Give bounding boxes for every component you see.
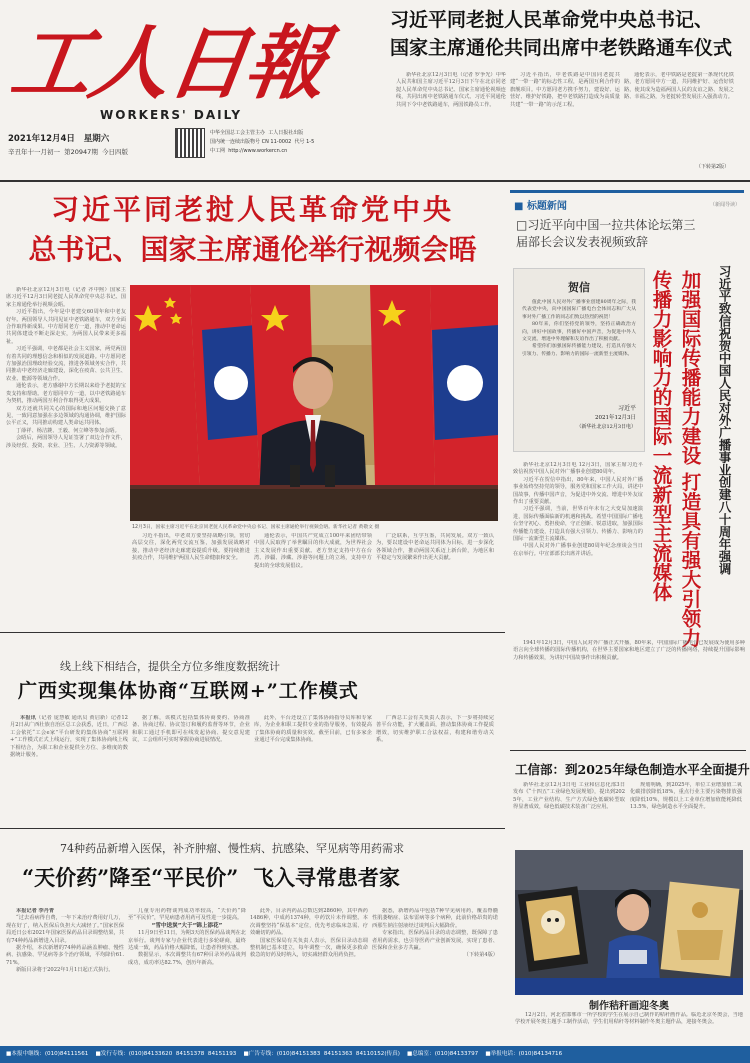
footer-bar bbox=[0, 1046, 750, 1063]
biaoti-more: （新闻导读） bbox=[709, 202, 740, 208]
congrats-body: 值此中国人民对外广播事业创建80周年之际，我代表党中央，向中国国际广播电台全体同志和广大从事对外广播工作的同志们致以热烈的祝贺！ 80年来，你们坚持党的领导，坚持正确政治方向，讲好中国故事，传播好中国声音，为促进中外人文交流、增进中外理解和友谊作出了积极贡献。 希望你们加强国际传播能力建设，打造具有强大引领力、传播力、影响力的国际一流新型主流媒体。 bbox=[522, 300, 636, 357]
footer-item-ads-2: 84151363 bbox=[323, 1051, 353, 1057]
issue-date: 2021年12月4日 星期六 bbox=[8, 134, 110, 144]
top-story-continue[interactable]: （下转第2版） bbox=[696, 164, 730, 170]
top-story bbox=[378, 0, 746, 180]
headline-body-bottom-2: 通伦表示，中国共产党成立100年来团结带领中国人民取得了举世瞩目的伟大成就，为世界社会主义发展作出重要贡献。老方坚定支持中方在台湾、涉疆、涉藏、涉港等问题上的立场，支持中方提出的全球发展倡议。 bbox=[254, 533, 372, 569]
mid-divider bbox=[0, 632, 505, 633]
footer-item-distribution-2: 84151378 bbox=[175, 1051, 205, 1057]
congrats-source: （新华社北京12月3日电） bbox=[576, 424, 636, 430]
footer-item-fax: 84110152(传真) bbox=[355, 1051, 400, 1057]
square-bullet-icon: □ bbox=[516, 218, 528, 232]
straw-art-photo-illustration bbox=[515, 850, 743, 995]
footer-item-ads: ■广告专线：(010)84151383 bbox=[243, 1051, 321, 1057]
winter-caption: 制作秸秆画迎冬奥 bbox=[589, 1001, 669, 1012]
internet-body-4: 广西总工会有关负责人表示，下一步将持续完善平台功能，扩大覆盖面，推动集体协商工作提质增效，切实维护职工合法权益，构建和谐劳动关系。 bbox=[376, 715, 494, 744]
top-story-body: 新华社北京12月3日电（记者 罗争光）中华人民共和国主席习近平12月3日下午在北京同老挝人民革命党中央总书记、国家主席通伦视频连线，共同出席中老铁路通车仪式。习近平同通伦共同下令中老铁路通车，两国铁路员工作。 bbox=[396, 72, 506, 108]
drugs-kicker: 74种药品新增入医保，补齐肿瘤、慢性病、抗感染、罕见病等用药需求 bbox=[60, 842, 404, 855]
drugs-body-1: 本报记者 李丹青 “过去看病得自费，一年下来治疗费用好几万，现在好了，纳入医保后负担大大减轻了。”国家医保局近日公布2021年国家医保药品目录调整结果，共有74种药品新增进入目录。 据介绍，本次新增的74种药品涵盖肿瘤、慢性病、抗感染、罕见病等多个治疗领域，平均降价61.71%。 新版目录将于2022年1月1日起正式执行。 bbox=[6, 908, 124, 974]
feature-body-2: 1941年12月3日，中国人民对外广播正式开播，80年来，中国国际广播电台已发展成为使用多种语言向全球传播的国际传播机构，在世界主要国家和地区建立了广泛的传播网络，持续提升国际影响力和传播效果，为讲好中国故事作出积极贡献。 bbox=[513, 640, 745, 661]
drugs-body-2: 儿童专用药物谈判成功率较高，“天价药”降至“平民价”，罕见病患者用药可及性进一步提高。 “雪中送炭”大于“锦上添花” 11月9日至11日，为期3天的医保药品谈判在北京举行。谈判专家与企业代表进行多轮磋商，最终达成一致，药品价格大幅降低，让患者得到实惠。 数据显示，本次调整共有67种目录外药品谈判成功，成功率达82.7%，创历年新高。 bbox=[128, 908, 246, 966]
main-headline[interactable]: 习近平同老挝人民革命党中央 总书记、国家主席通伦举行视频会晤 bbox=[28, 193, 477, 266]
feature-headline-col3[interactable]: 传播力影响力的国际一流新型主流媒体 bbox=[649, 270, 673, 602]
photo-caption: 12月3日，国家主席习近平在北京同老挝人民革命党中央总书记、国家主席通伦举行视频会晤。新华社记者 黄敬文 摄 bbox=[132, 525, 380, 530]
footer-item-hotline: ■本报中继线：(010)84111561 bbox=[6, 1051, 89, 1057]
congrats-title: 贺信 bbox=[568, 281, 590, 294]
issue-info: 辛丑年十一月初一 第20947期 今日四版 bbox=[8, 148, 128, 156]
internet-title[interactable]: 广西实现集体协商“互联网+”工作模式 bbox=[18, 680, 359, 702]
headline-body-left: 新华社北京12月3日电（记者 齐中熙）国家主席习近平12月3日同老挝人民革命党中央总书记、国家主席通伦举行视频会晤。 习近平指出，今年是中老建交60周年和中老友好年。两国领导人共同见证中老铁路通车，双方全面合作取得新成果。中方愿同老方一道，推动中老命运共同体建设不断走深走实，为两国人民带来更多福祉。 习近平强调，中老都是社会主义国家，两党两国有着共同的理想信念和相似的发展道路。中方愿同老方加强治国理政经验交流，推进各领域务实合作，共同推动中老经济走廊建设，深化在疫苗、公共卫生、农业、能源等领域合作。 通伦表示，老方感谢中方长期以来给予老挝的宝贵支持和帮助。老方愿同中方一道，以中老铁路通车为契机，推动两国互利合作取得更大成果。 双方还就共同关心的国际和地区问题交换了意见，一致同意加强在多边领域的沟通协调，维护国际公平正义，共同推动构建人类命运共同体。 丁薛祥、杨洁篪、王毅、何立峰等参加会晤。 会晤后，两国领导人见证签署了双边合作文件，涉及经贸、投资、农业、卫生、人力资源等领域。 bbox=[6, 287, 126, 449]
feature-headline-col1[interactable]: 习近平致信祝贺中国人民对外广播事业创建八十周年强调 bbox=[717, 265, 733, 575]
feature-headline-col2[interactable]: 加强国际传播能力建设 打造具有强大引领力 bbox=[678, 270, 702, 648]
footer-item-editorial: ■总编室：(010)84133797 bbox=[407, 1051, 479, 1057]
newspaper-logo: 工人日報 bbox=[5, 16, 331, 110]
top-story-body-2: 习近平指出，中老铁路是中国同老挝共建“一带一路”的标志性工程，是两国互利合作的旗舰项目。中方愿同老方携手努力，建设好、运营好、维护好铁路，把中老铁路打造成为高质量共建“一带一路”的示范工程。 bbox=[510, 72, 620, 108]
winter-photo bbox=[515, 850, 743, 995]
right-divider bbox=[510, 750, 746, 751]
internet-body-2: 据了解，该模式包括集体协商要约、协商准备、协商过程、协议签订和履约监督等环节，企业和职工通过手机即可在线发起协商、提交意见建议，工会组织可实时掌握协商进展情况。 bbox=[132, 715, 250, 744]
miit-body-1: 新华社北京12月3日电 工业和信息化部3日发布《“十四五”工业绿色发展规划》，提出到2025年，工业产业结构、生产方式绿色低碳转型取得显著成效，绿色低碳技术装备广泛应用。 bbox=[513, 782, 625, 811]
flags-photo-illustration bbox=[130, 285, 498, 521]
miit-title[interactable]: 工信部：到2025年绿色制造水平全面提升 bbox=[515, 762, 750, 777]
internet-body-3: 此外，平台还设立了集体协商指导员库和专家库，为企业和职工提供专业的指导服务，有效提高了集体协商的质量和实效。截至目前，已有多家企业通过平台完成集体协商。 bbox=[254, 715, 372, 744]
top-story-title[interactable]: 习近平同老挝人民革命党中央总书记、 国家主席通伦共同出席中老铁路通车仪式 bbox=[390, 9, 733, 59]
qr-code-icon[interactable] bbox=[175, 128, 205, 158]
english-name: WORKERS' DAILY bbox=[100, 108, 243, 122]
top-story-body-3: 通伦表示，老中铁路是老挝第一条现代化铁路，老方愿同中方一道，共同维护好、运营好铁路，使其成为造福两国人民的友谊之路、发展之路、幸福之路，为老挝转型发展注入强劲动力。 bbox=[624, 72, 734, 101]
masthead bbox=[0, 0, 375, 175]
headline-photo bbox=[130, 285, 498, 521]
winter-caption-body: 12月2日，河北省邯郸市一所学校的学生在展示自己制作的秸秆画作品。临近北京冬奥会，当地学校开展冬奥主题手工制作活动，学生们用秸秆等材料制作冬奥主题作品，迎接冬奥会。 bbox=[515, 1012, 743, 1026]
biaoti-header: ■ 标题新闻 bbox=[514, 201, 567, 212]
footer-item-distribution: ■发行专线：(010)84133620 bbox=[95, 1051, 173, 1057]
headline-body-bottom-3: 广泛联系，互学互鉴，共同发展。双方一致认为，要以建设中老命运共同体为目标，进一步深化各领域合作，推动两国关系迈上新台阶，为地区和平稳定与发展繁荣作出更大贡献。 bbox=[376, 533, 494, 562]
drugs-subhead: “雪中送炭”大于“锦上添花” bbox=[151, 922, 223, 929]
internet-body-1: 本报讯（记者 庞慧敏 通讯员 黄启新）记者12月2日从广西壮族自治区总工会获悉，近日，广西总工会依托“工会e家”平台研发的集体协商“互联网+”工作模式正式上线运行，实现了集体协商线上线下相结合，为职工和企业提供全方位、多维度的数据统计服务。 bbox=[10, 715, 128, 759]
congrats-date: 2021年12月3日 bbox=[595, 415, 636, 421]
biaoti-item[interactable]: □习近平向中国一拉共体论坛第三届部长会议发表视频致辞 bbox=[516, 218, 696, 249]
drugs-body-4: 据悉，新增药品中包括7种罕见病用药，覆盖脊髓性肌萎缩症、法布雷病等多个病种，此前价格昂贵的诺西那生钠注射液经过谈判后大幅降价。 专家指出，医保药品目录的动态调整，既保障了患者用药需求，也引导医药产业创新发展，实现了患者、医保和企业多方共赢。 （下转第4版） bbox=[372, 908, 498, 959]
drugs-body-3: 此外，目录内药品总数达到2860种，其中西药1486种，中成药1374种，中药饮片未作调整。本次调整坚持“保基本”定位，优先考虑临床急需、疗效确切的药品。 国家医保局有关负责人表示，医保目录动态调整机制已基本建立，每年调整一次，确保更多救命救急的好药及时纳入，切实减轻群众用药负担。 bbox=[250, 908, 368, 959]
feature-body-1: 新华社北京12月3日电 12月3日，国家主席习近平致信祝贺中国人民对外广播事业创建80周年。 习近平在贺信中指出，80年来，中国人民对外广播事业始终坚持党的领导，服务党和国家工作大局，讲述中国故事，传播中国声音，为促进中外交流、增进中外友谊作出了重要贡献。 习近平强调，当前，世界百年未有之大变局加速演进，国际传播面临新的机遇和挑战。希望中国国际广播电台坚守初心、勇担使命，守正创新、锐意进取，加强国际传播能力建设，打造具有强大引领力、传播力、影响力的国际一流新型主流媒体。 中国人民对外广播事业创建80周年纪念座谈会当日在京举行。中宣部部长出席并讲话。 bbox=[513, 462, 643, 557]
headline-body-bottom-1: 习近平指出，中老双方要坚持战略引领，密切高层交往，深化两党交流互鉴，加强发展战略对接，推动中老经济走廊建设提质升级。要持续推进抗疫合作，共同维护两国人民生命健康和安全。 bbox=[132, 533, 250, 562]
footer-item-distribution-3: 84151193 bbox=[207, 1051, 237, 1057]
drugs-title[interactable]: “天价药”降至“平民价” 飞入寻常患者家 bbox=[22, 865, 400, 890]
miit-body-2: 规划明确，到2025年，单位工业增加值二氧化碳排放降低18%，重点行业主要污染物排放强度降低10%，规模以上工业单位增加值能耗降低13.5%，绿色制造水平全面提升。 bbox=[630, 782, 742, 811]
footer-item-report: ■举报电话：(010)84134716 bbox=[485, 1051, 563, 1057]
congrats-letter bbox=[513, 268, 645, 452]
congrats-signature: 习近平 bbox=[617, 405, 636, 412]
publisher-info: 中华全国总工会主管主办 工人日报社出版 国内统一连续出版物号 CN 11-0002 代号 1-5 中工网 http://www.workercn.cn bbox=[210, 130, 315, 154]
biaoti-box bbox=[510, 190, 744, 261]
lower-divider bbox=[0, 828, 505, 829]
internet-kicker: 线上线下相结合，提供全方位多维度数据统计 bbox=[60, 660, 280, 673]
masthead-divider bbox=[0, 180, 750, 182]
